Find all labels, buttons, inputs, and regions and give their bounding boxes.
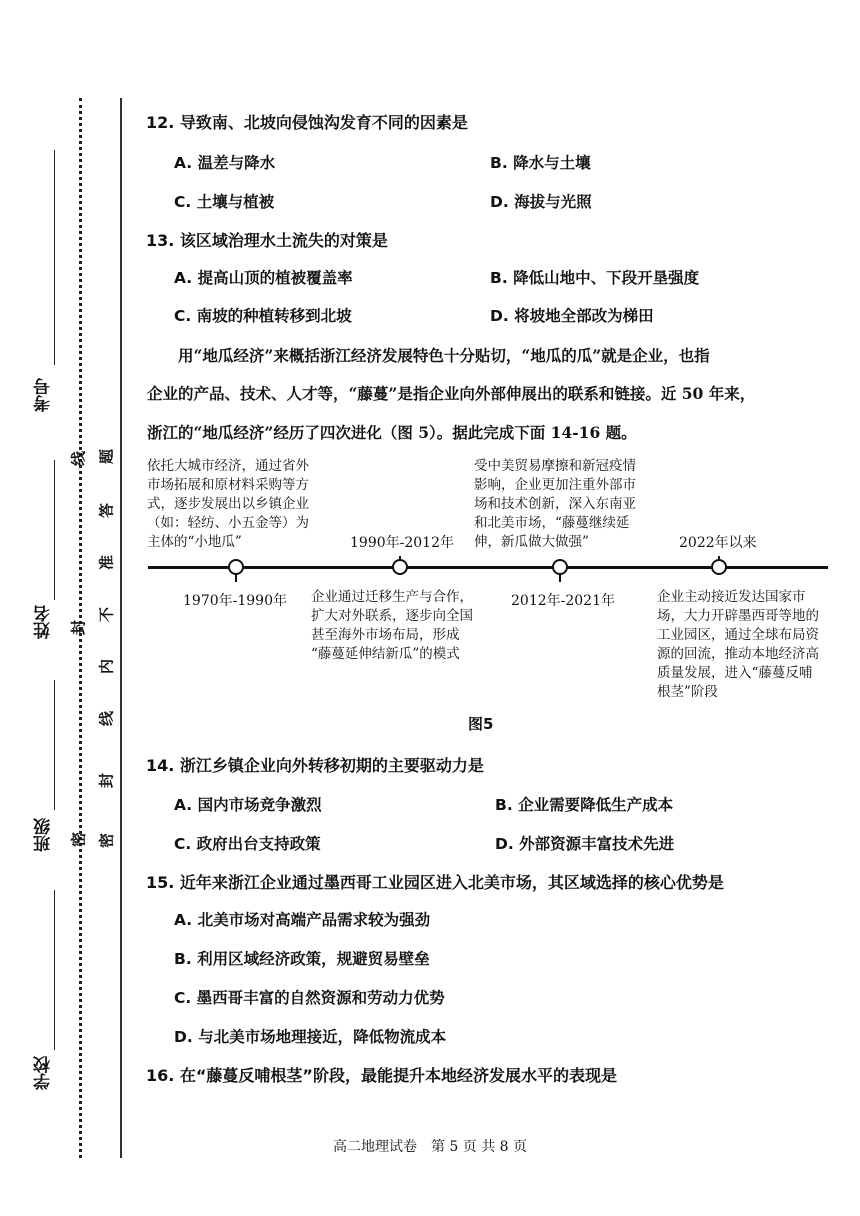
exam-no-label: 考号 xyxy=(34,378,54,412)
q13-option-d: D. 将坡地全部改为梯田 xyxy=(490,307,654,325)
stage2-year: 1990年-2012年 xyxy=(350,535,454,551)
stage1-year: 1970年-1990年 xyxy=(183,593,287,609)
question-14-stem: 14. 浙江乡镇企业向外转移初期的主要驱动力是 xyxy=(146,756,484,775)
seal-word: 准 xyxy=(97,555,116,571)
q14-option-b: B. 企业需要降低生产成本 xyxy=(495,796,674,814)
question-16-stem: 16. 在“藤蔓反哺根茎”阶段，最能提升本地经济发展水平的表现是 xyxy=(146,1066,617,1085)
school-label: 学校 xyxy=(34,1056,54,1090)
timeline-node xyxy=(711,559,727,575)
stage4-year: 2022年以来 xyxy=(679,535,757,551)
binding-solid-line xyxy=(120,98,122,1158)
stage2-description: 企业通过迁移生产与合作， 扩大对外联系，逐步向全国 甚至海外市场布局，形成 “藤蔓延伸结新瓜”的模式 xyxy=(311,589,473,662)
seal-word: 线 xyxy=(69,451,88,467)
q14-option-c: C. 政府出台支持政策 xyxy=(174,835,321,853)
class-underline xyxy=(54,680,55,810)
intro-line-1: 用“地瓜经济”来概括浙江经济发展特色十分贴切，“地瓜的瓜”就是企业，也指 xyxy=(178,346,710,365)
class-label: 班级 xyxy=(34,818,54,852)
timeline-node xyxy=(392,559,408,575)
q14-option-d: D. 外部资源丰富技术先进 xyxy=(495,835,675,853)
intro-line-3: 浙江的“地瓜经济”经历了四次进化（图 5）。据此完成下面 14-16 题。 xyxy=(147,423,637,442)
seal-word: 线 xyxy=(97,711,116,727)
intro-line-2: 企业的产品、技术、人才等，“藤蔓”是指企业向外部伸展出的联系和链接。近 50 年来， xyxy=(147,384,756,403)
seal-word: 答 xyxy=(97,503,116,519)
timeline-node xyxy=(228,559,244,575)
seal-word: 内 xyxy=(97,659,116,675)
stage4-description: 企业主动接近发达国家市 场，大力开辟墨西哥等地的 工业园区，通过全球布局资 源的回流，推动本地经济高 质量发展，进入“藤蔓反哺 根茎”阶段 xyxy=(657,589,819,700)
q15-option-d: D. 与北美市场地理接近，降低物流成本 xyxy=(174,1028,447,1046)
seal-word: 封 xyxy=(97,773,116,789)
question-15-stem: 15. 近年来浙江企业通过墨西哥工业园区进入北美市场，其区域选择的核心优势是 xyxy=(146,873,724,892)
school-underline xyxy=(54,890,55,1050)
stage3-year: 2012年-2021年 xyxy=(511,593,615,609)
question-12-stem: 12. 导致南、北坡向侵蚀沟发育不同的因素是 xyxy=(146,113,468,132)
seal-word: 密 xyxy=(97,833,116,849)
q15-option-a: A. 北美市场对高端产品需求较为强劲 xyxy=(174,911,431,929)
question-13-stem: 13. 该区域治理水土流失的对策是 xyxy=(146,231,388,250)
q13-option-b: B. 降低山地中、下段开垦强度 xyxy=(490,269,700,287)
q13-option-c: C. 南坡的种植转移到北坡 xyxy=(174,307,352,325)
q12-option-d: D. 海拔与光照 xyxy=(490,193,592,211)
name-underline xyxy=(54,460,55,600)
timeline-node xyxy=(552,559,568,575)
figure-caption: 图5 xyxy=(468,715,494,733)
seal-word: 不 xyxy=(97,607,116,623)
q12-option-b: B. 降水与土壤 xyxy=(490,154,591,172)
stage3-description: 受中美贸易摩擦和新冠疫情 影响，企业更加注重外部市 场和技术创新，深入东南亚 和北美市场，“藤蔓继续延 伸，新瓜做大做强” xyxy=(474,458,636,550)
exam-no-underline xyxy=(54,150,55,365)
page-footer: 高二地理试卷 第 5 页 共 8 页 xyxy=(332,1139,528,1155)
seal-word: 题 xyxy=(97,449,116,465)
seal-word: 封 xyxy=(69,620,88,636)
q15-option-b: B. 利用区域经济政策，规避贸易壁垒 xyxy=(174,950,430,968)
q13-option-a: A. 提高山顶的植被覆盖率 xyxy=(174,269,353,287)
name-label: 姓名 xyxy=(34,605,54,639)
q15-option-c: C. 墨西哥丰富的自然资源和劳动力优势 xyxy=(174,989,445,1007)
q12-option-c: C. 土壤与植被 xyxy=(174,193,275,211)
stage1-description: 依托大城市经济，通过省外 市场拓展和原材料采购等方 式，逐步发展出以乡镇企业 （如：轻纺、小五金等）为 主体的“小地瓜” xyxy=(147,458,309,550)
q14-option-a: A. 国内市场竞争激烈 xyxy=(174,796,322,814)
seal-word: 密 xyxy=(69,832,88,848)
q12-option-a: A. 温差与降水 xyxy=(174,154,276,172)
